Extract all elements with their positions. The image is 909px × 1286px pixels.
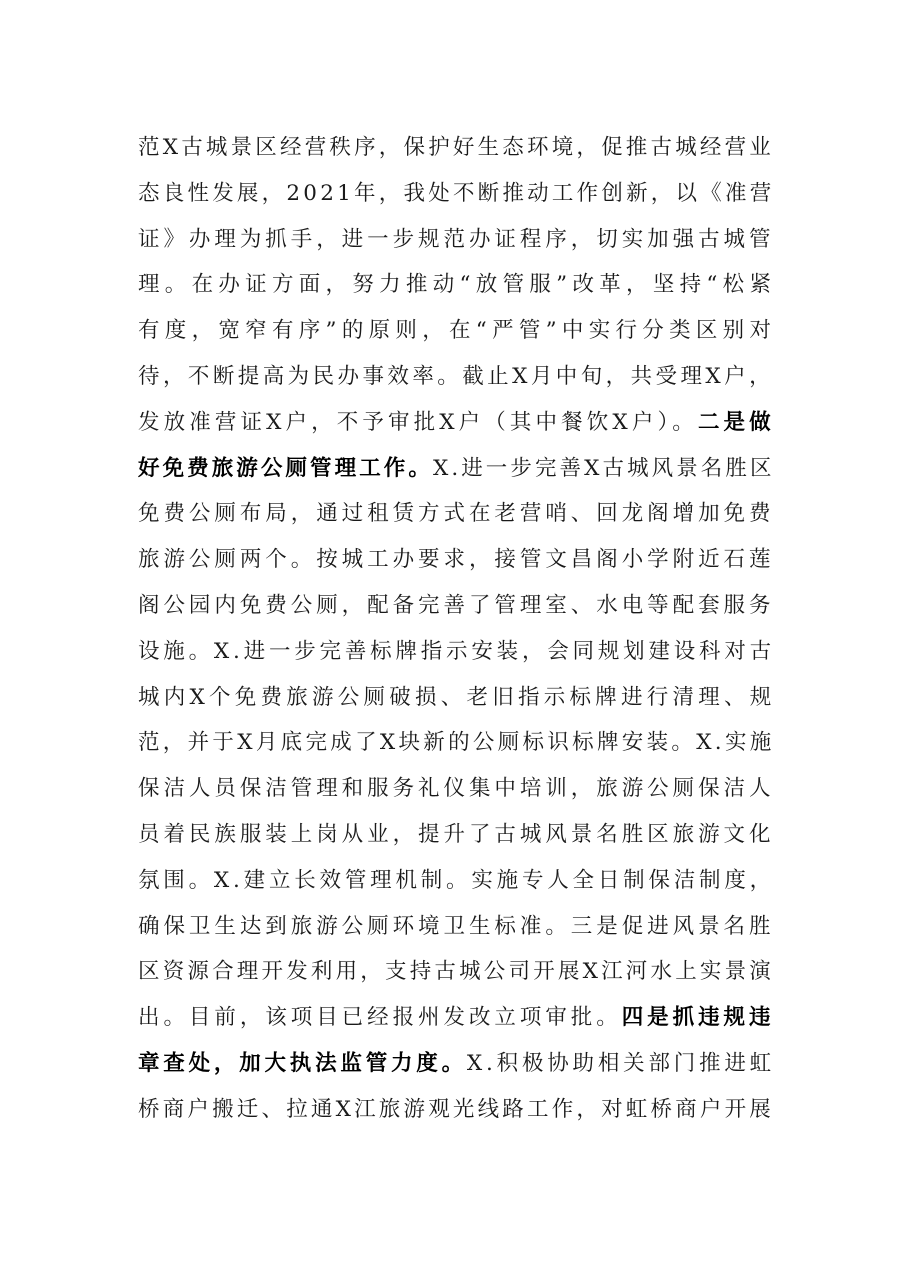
body-text-run: 出。目前，该项目已经报州发改立项审批。 [138, 1005, 622, 1031]
body-text-run: 阁公园内免费公厕，配备完善了管理室、水电等配套服务 [138, 592, 775, 618]
body-text-run: 范，并于X月底完成了X块新的公厕标识标牌安装。X.实施 [138, 730, 775, 756]
body-text-run: 有度，宽窄有序”的原则，在“严管”中实行分类区别对 [138, 318, 777, 344]
text-line [138, 1087, 775, 1133]
text-line [138, 766, 775, 812]
text-line [138, 217, 775, 263]
text-line [138, 354, 775, 400]
text-line [138, 491, 775, 537]
body-text-run: 发放准营证X户，不予审批X户（其中餐饮X户）。 [138, 409, 698, 435]
body-text-run: 免费公厕布局，通过租赁方式在老营哨、回龙阁增加免费 [138, 501, 775, 527]
text-line [138, 308, 777, 354]
body-text-run: 员着民族服装上岗从业，提升了古城风景名胜区旅游文化 [138, 821, 775, 847]
bold-heading-text: 二是做 [697, 409, 775, 435]
text-line [138, 858, 775, 904]
text-line [138, 904, 775, 950]
body-text-run: 旅游公厕两个。按城工办要求，接管文昌阁小学附近石莲 [138, 547, 775, 573]
text-line [138, 262, 777, 308]
text-line [138, 537, 775, 583]
text-line [138, 995, 775, 1041]
text-line [138, 675, 776, 721]
text-line [138, 583, 775, 629]
body-paragraph [138, 125, 778, 1133]
body-text-run: 确保卫生达到旅游公厕环境卫生标准。三是促进风景名胜 [138, 913, 775, 939]
body-text-run: 证》办理为抓手，进一步规范办证程序，切实加强古城管 [138, 226, 775, 252]
body-text-run: X.积极协助相关部门推进虹 [466, 1050, 775, 1076]
body-text-run: 范X古城景区经营秩序，保护好生态环境，促推古城经营业 [138, 135, 775, 160]
bold-heading-text: 好免费旅游公厕管理工作。 [138, 455, 433, 481]
body-text-run: X.进一步完善X古城风景名胜区 [432, 455, 775, 481]
body-text-run: 城内X个免费旅游公厕破损、老旧指示标牌进行清理、规 [138, 684, 776, 710]
text-line [138, 949, 775, 995]
text-line [138, 1041, 775, 1087]
text-line [138, 812, 775, 858]
body-text-run: 态良性发展，2021年，我处不断推动工作创新，以《准营 [138, 180, 775, 206]
body-text-run: 待，不断提高为民办事效率。截止X月中旬，共受理X户， [138, 363, 775, 389]
text-line [138, 125, 775, 171]
text-line [138, 720, 775, 766]
bold-heading-text: 四是抓违规违 [621, 1005, 775, 1031]
body-text-run: 保洁人员保洁管理和服务礼仪集中培训，旅游公厕保洁人 [138, 776, 775, 802]
body-text-run: 氛围。X.建立长效管理机制。实施专人全日制保洁制度， [138, 867, 775, 893]
text-line [138, 629, 775, 675]
text-line [138, 400, 775, 446]
text-line [138, 171, 775, 217]
text-line [138, 446, 775, 492]
body-text-run: 设施。X.进一步完善标牌指示安装，会同规划建设科对古 [138, 638, 775, 664]
body-text-run: 理。在办证方面，努力推动“放管服”改革，坚持“松紧 [138, 272, 777, 298]
bold-heading-text: 章查处，加大执法监管力度。 [138, 1050, 467, 1076]
body-text-run: 区资源合理开发利用，支持古城公司开展X江河水上实景演 [138, 959, 775, 985]
body-text-run: 桥商户搬迁、拉通X江旅游观光线路工作，对虹桥商户开展 [138, 1096, 775, 1122]
